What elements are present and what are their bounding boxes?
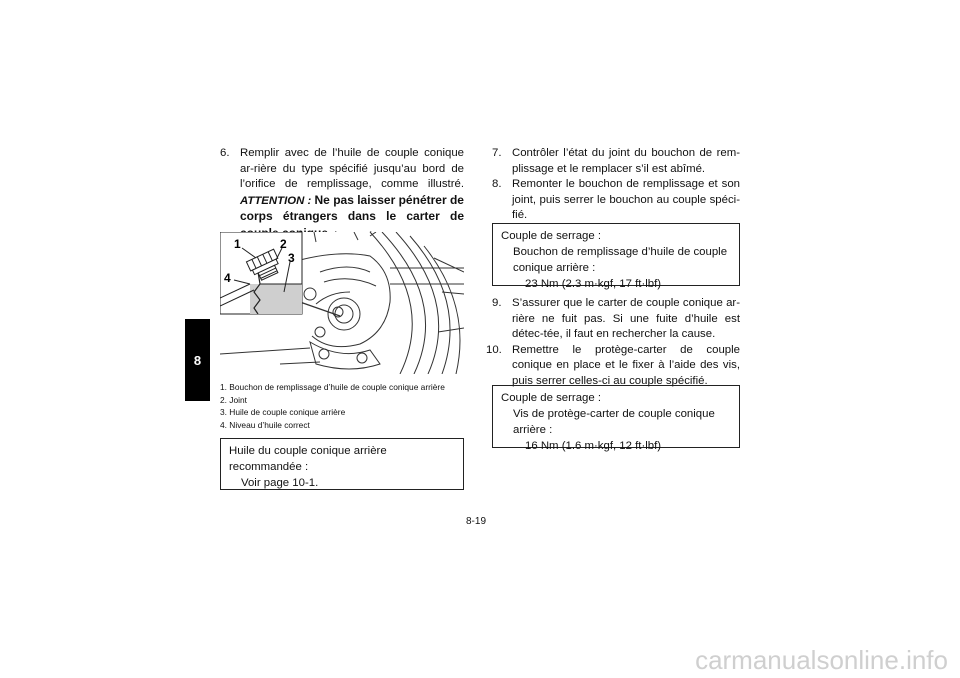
attention-label: ATTENTION :: [240, 194, 312, 207]
step-number: 9.: [492, 297, 502, 309]
step-10: [486, 343, 740, 390]
box-line-3: Voir page 10-1.: [241, 477, 319, 489]
box-line-1: Couple de serrage :: [501, 230, 602, 242]
step-6-text: Remplir avec de l’huile de couple conique ar-rière du type spécifié jusqu’au bord de l’orifice de remplissage, comme illustré.: [240, 147, 464, 191]
attention-text: Ne pas laisser pénétrer de corps étrangers dans le carter de: [240, 192, 464, 224]
caption-1: 1. Bouchon de remplissage d’huile de couple conique arrière: [220, 382, 445, 392]
callout-4: 4: [224, 271, 231, 285]
box-line-2: Bouchon de remplissage d’huile de couple: [513, 246, 728, 258]
step-7: [492, 146, 740, 177]
box-line-2: recommandée :: [229, 461, 309, 473]
callout-1: 1: [234, 237, 241, 251]
box-line-1: Huile du couple conique arrière: [229, 445, 387, 457]
box-line-1: Couple de serrage :: [501, 392, 602, 404]
box-line-4: 16 Nm (1.6 m·kgf, 12 ft·lbf): [525, 440, 662, 452]
caption-4: 4. Niveau d’huile correct: [220, 419, 310, 430]
step-number: 8.: [492, 178, 502, 191]
step-text: [240, 146, 464, 244]
right-column-lower: [486, 296, 740, 390]
caption-3: 3. Huile de couple conique arrière: [220, 407, 346, 418]
step-text: Contrôler l’état du joint du bouchon de rem-plissage et le remplacer s’il est abîmé.: [512, 147, 740, 175]
watermark: carmanualsonline.info: [695, 645, 948, 675]
recommended-oil-box: [220, 438, 464, 490]
step-text: S’assurer que le carter de couple conique ar-rière ne fuit pas. Si une fuite d’huile est détec-tée, il faut en rechercher la cause.: [512, 297, 740, 341]
box-line-3: arrière :: [513, 424, 553, 436]
section-tab: 8: [185, 319, 210, 401]
step-text: Remonter le bouchon de remplissage et son joint, puis serrer le bouchon au couple spéci-fié.: [512, 178, 740, 222]
caption-2: 2. Joint: [220, 394, 248, 405]
step-number: 6.: [220, 147, 230, 159]
step-text: Remettre le protège-carter de couple conique en place et le fixer à l’aide des vis, puis serrer celles-ci au couple spécifié.: [512, 343, 740, 387]
torque-box-guard-screws: [492, 385, 740, 452]
right-column: [492, 146, 740, 224]
step-number: 10.: [486, 343, 502, 356]
illustration-drawing: [220, 232, 464, 374]
step-number: 7.: [492, 147, 502, 159]
callout-2: 2: [280, 237, 287, 251]
page-number: 8-19: [466, 516, 487, 527]
left-column: [220, 146, 464, 244]
oil-filler-illustration: [220, 232, 464, 374]
box-line-3: conique arrière :: [513, 262, 596, 274]
figure-captions: [220, 381, 470, 431]
step-8: [492, 177, 740, 224]
torque-box-filler-plug: [492, 223, 740, 290]
step-6: [220, 146, 464, 244]
box-line-2: Vis de protège-carter de couple conique: [513, 408, 715, 420]
step-9: [492, 296, 740, 343]
callout-3: 3: [288, 251, 295, 265]
box-line-4: 23 Nm (2.3 m·kgf, 17 ft·lbf): [525, 278, 662, 290]
